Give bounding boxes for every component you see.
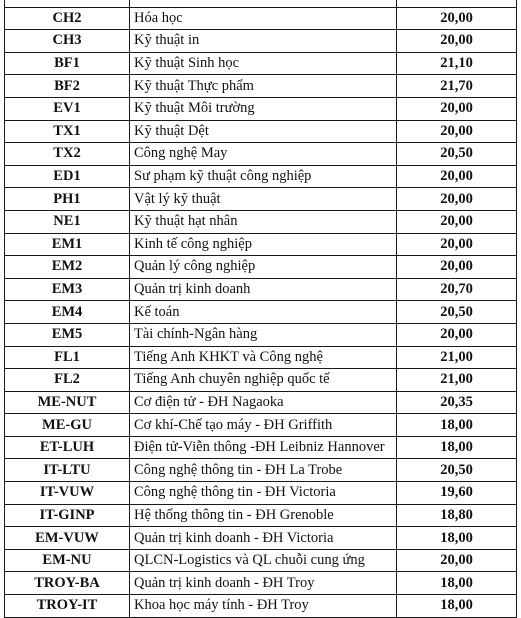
program-name-cell: Tiếng Anh chuyên nghiệp quốc tế <box>130 369 397 392</box>
program-code-cell: EM-VUW <box>5 527 130 550</box>
program-name-cell: Tiếng Anh KHKT và Công nghệ <box>130 346 397 369</box>
program-name-cell: Quản trị kinh doanh - ĐH Victoria <box>130 527 397 550</box>
admission-score-table <box>4 0 517 618</box>
score-cell: 20,00 <box>397 97 517 120</box>
program-name-cell: Kỹ thuật Thực phẩm <box>130 75 397 98</box>
table-row <box>5 482 517 505</box>
program-code-cell: ME-NUT <box>5 391 130 414</box>
table-row <box>5 504 517 527</box>
score-cell: 20,50 <box>397 459 517 482</box>
table-row <box>5 75 517 98</box>
program-code-cell: PH1 <box>5 188 130 211</box>
score-cell: 20,00 <box>397 120 517 143</box>
program-code-cell: TX1 <box>5 120 130 143</box>
program-name-cell: Cơ điện tử - ĐH Nagaoka <box>130 391 397 414</box>
program-name-cell: Khoa học máy tính - ĐH Troy <box>130 595 397 618</box>
table-row <box>5 391 517 414</box>
score-cell: 20,00 <box>397 30 517 53</box>
program-code-cell <box>5 0 130 7</box>
score-cell: 18,00 <box>397 595 517 618</box>
score-cell: 19,60 <box>397 482 517 505</box>
score-cell: 18,00 <box>397 527 517 550</box>
program-code-cell: IT-LTU <box>5 459 130 482</box>
program-name-cell: Công nghệ thông tin - ĐH Victoria <box>130 482 397 505</box>
score-cell: 21,70 <box>397 75 517 98</box>
program-code-cell: FL2 <box>5 369 130 392</box>
table-row <box>5 188 517 211</box>
table-row <box>5 278 517 301</box>
table-row <box>5 369 517 392</box>
program-code-cell: EM4 <box>5 301 130 324</box>
table-row <box>5 233 517 256</box>
table-row <box>5 459 517 482</box>
table-row <box>5 97 517 120</box>
score-cell: 20,50 <box>397 301 517 324</box>
program-name-cell: Kỹ thuật in <box>130 30 397 53</box>
program-name-cell: Kế toán <box>130 301 397 324</box>
program-name-cell: Công nghệ May <box>130 143 397 166</box>
program-name-cell: Kỹ thuật Sinh học <box>130 52 397 75</box>
program-code-cell: EM3 <box>5 278 130 301</box>
table-row <box>5 572 517 595</box>
score-cell: 21,10 <box>397 52 517 75</box>
score-cell: 20,00 <box>397 165 517 188</box>
program-name-cell <box>130 0 397 7</box>
program-code-cell: NE1 <box>5 210 130 233</box>
program-name-cell: Kỹ thuật Dệt <box>130 120 397 143</box>
program-name-cell: Quản trị kinh doanh - ĐH Troy <box>130 572 397 595</box>
program-code-cell: ET-LUH <box>5 436 130 459</box>
score-cell: 18,00 <box>397 414 517 437</box>
score-cell: 20,00 <box>397 323 517 346</box>
table-row <box>5 7 517 30</box>
program-name-cell: Kỹ thuật hạt nhân <box>130 210 397 233</box>
program-name-cell: Sư phạm kỹ thuật công nghiệp <box>130 165 397 188</box>
table-row <box>5 527 517 550</box>
program-code-cell: ME-GU <box>5 414 130 437</box>
program-code-cell: EM-NU <box>5 549 130 572</box>
score-cell: 20,70 <box>397 278 517 301</box>
table-row <box>5 549 517 572</box>
program-name-cell: Tài chính-Ngân hàng <box>130 323 397 346</box>
program-name-cell: Hóa học <box>130 7 397 30</box>
score-cell: 20,00 <box>397 549 517 572</box>
table-row <box>5 346 517 369</box>
table-row <box>5 256 517 279</box>
table-row <box>5 52 517 75</box>
table-row <box>5 120 517 143</box>
score-cell <box>397 0 517 7</box>
table-row <box>5 301 517 324</box>
program-name-cell: QLCN-Logistics và QL chuỗi cung ứng <box>130 549 397 572</box>
program-code-cell: EM2 <box>5 256 130 279</box>
program-name-cell: Kỹ thuật Môi trường <box>130 97 397 120</box>
score-cell: 20,00 <box>397 188 517 211</box>
score-cell: 18,80 <box>397 504 517 527</box>
program-name-cell: Hệ thống thông tin - ĐH Grenoble <box>130 504 397 527</box>
table-row <box>5 165 517 188</box>
table-row <box>5 414 517 437</box>
table-row <box>5 143 517 166</box>
program-name-cell: Quản trị kinh doanh <box>130 278 397 301</box>
score-cell: 21,00 <box>397 346 517 369</box>
score-table-body <box>5 0 517 617</box>
program-code-cell: TX2 <box>5 143 130 166</box>
program-code-cell: CH3 <box>5 30 130 53</box>
program-name-cell: Vật lý kỹ thuật <box>130 188 397 211</box>
program-code-cell: IT-GINP <box>5 504 130 527</box>
program-name-cell: Quản lý công nghiệp <box>130 256 397 279</box>
score-cell: 21,00 <box>397 369 517 392</box>
program-code-cell: ED1 <box>5 165 130 188</box>
program-code-cell: EV1 <box>5 97 130 120</box>
table-row <box>5 0 517 7</box>
score-cell: 20,00 <box>397 210 517 233</box>
program-code-cell: EM5 <box>5 323 130 346</box>
program-code-cell: FL1 <box>5 346 130 369</box>
table-row <box>5 323 517 346</box>
program-code-cell: IT-VUW <box>5 482 130 505</box>
program-code-cell: TROY-IT <box>5 595 130 618</box>
program-name-cell: Kinh tế công nghiệp <box>130 233 397 256</box>
score-cell: 20,00 <box>397 256 517 279</box>
program-name-cell: Điện tử-Viễn thông -ĐH Leibniz Hannover <box>130 436 397 459</box>
table-row <box>5 436 517 459</box>
program-name-cell: Công nghệ thông tin - ĐH La Trobe <box>130 459 397 482</box>
program-code-cell: BF2 <box>5 75 130 98</box>
program-code-cell: CH2 <box>5 7 130 30</box>
score-cell: 20,00 <box>397 7 517 30</box>
score-cell: 20,50 <box>397 143 517 166</box>
score-cell: 20,35 <box>397 391 517 414</box>
score-cell: 20,00 <box>397 233 517 256</box>
score-cell: 18,00 <box>397 436 517 459</box>
program-code-cell: TROY-BA <box>5 572 130 595</box>
program-name-cell: Cơ khí-Chế tạo máy - ĐH Griffith <box>130 414 397 437</box>
program-code-cell: EM1 <box>5 233 130 256</box>
score-cell: 18,00 <box>397 572 517 595</box>
program-code-cell: BF1 <box>5 52 130 75</box>
table-row <box>5 210 517 233</box>
table-row <box>5 30 517 53</box>
